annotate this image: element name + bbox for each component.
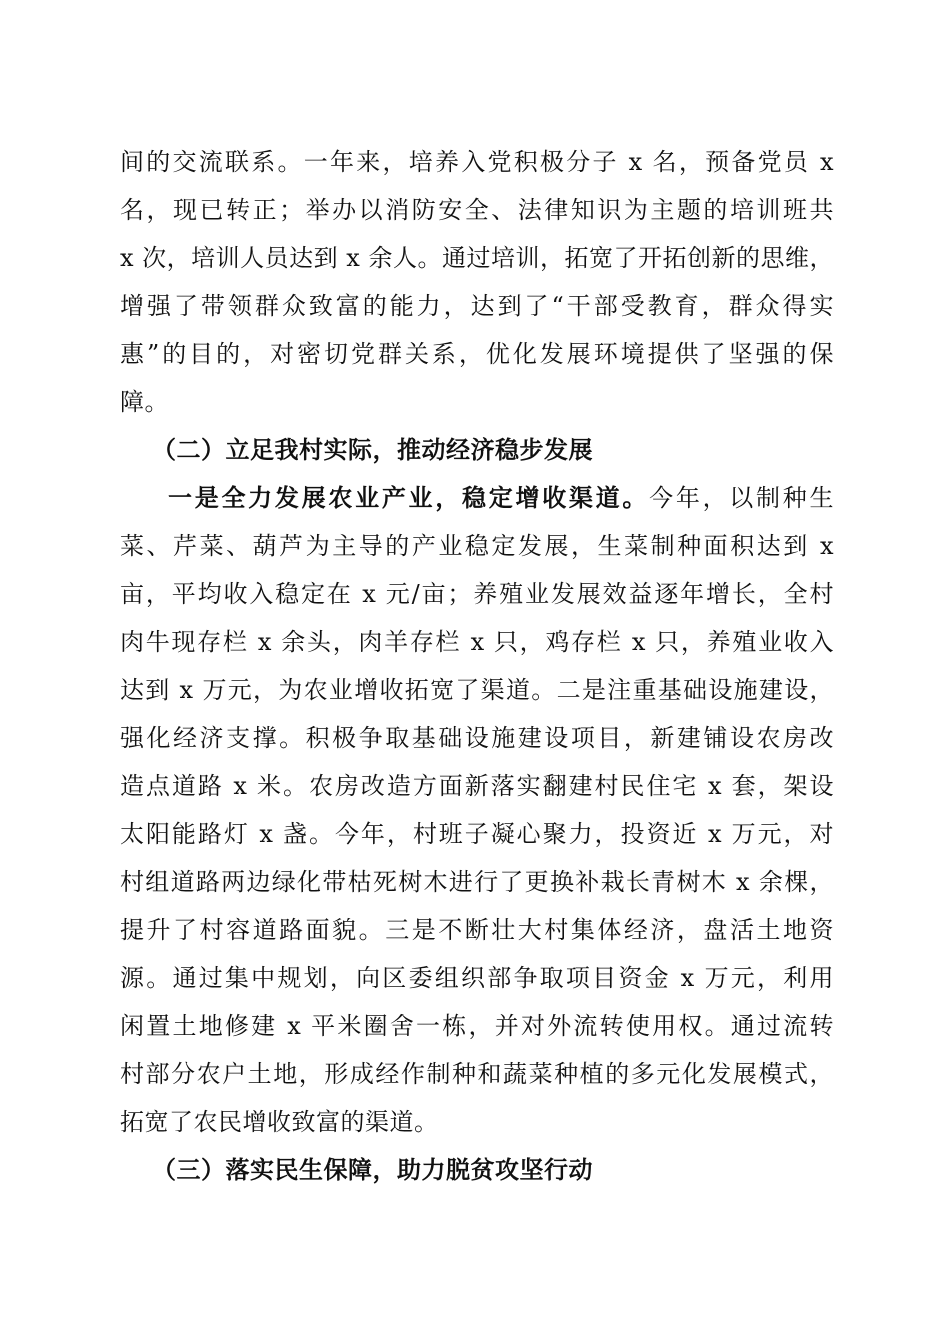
paragraph-line: 拓宽了农民增收致富的渠道。 <box>120 1108 439 1136</box>
paragraph-line: 提升了村容道路面貌。三是不断壮大村集体经济，盘活土地资 <box>120 916 834 944</box>
paragraph-line: x 次，培训人员达到 x 余人。通过培训，拓宽了开拓创新的思维， <box>120 244 834 272</box>
paragraph-line: 名，现已转正；举办以消防安全、法律知识为主题的培训班共 <box>120 196 834 224</box>
paragraph-line: 菜、芹菜、葫芦为主导的产业稳定发展，生菜制种面积达到 x <box>120 532 834 560</box>
paragraph-line: 增强了带领群众致富的能力，达到了“干部受教育，群众得实 <box>120 292 834 320</box>
paragraph-line: 强化经济支撑。积极争取基础设施建设项目，新建铺设农房改 <box>120 724 834 752</box>
paragraph-line: 村部分农户土地，形成经作制种和蔬菜种植的多元化发展模式， <box>120 1060 834 1088</box>
paragraph-first-line <box>168 478 834 518</box>
section-heading: （三）落实民生保障，助力脱贫攻坚行动 <box>152 1155 593 1184</box>
paragraph-line: 达到 x 万元，为农业增收拓宽了渠道。二是注重基础设施建设， <box>120 676 834 704</box>
paragraph-line: 间的交流联系。一年来，培养入党积极分子 x 名，预备党员 x <box>120 148 834 176</box>
paragraph-first-rest: 今年，以制种生 <box>649 484 834 512</box>
paragraph-line: 惠”的目的，对密切党群关系，优化发展环境提供了坚强的保 <box>120 340 834 368</box>
paragraph-line: 源。通过集中规划，向区委组织部争取项目资金 x 万元，利用 <box>120 964 834 992</box>
paragraph-lead: 一是全力发展农业产业，稳定增收渠道。 <box>168 483 650 512</box>
paragraph-line: 肉牛现存栏 x 余头，肉羊存栏 x 只，鸡存栏 x 只，养殖业收入 <box>120 628 834 656</box>
paragraph-line: 闲置土地修建 x 平米圈舍一栋，并对外流转使用权。通过流转 <box>120 1012 834 1040</box>
paragraph-line: 太阳能路灯 x 盏。今年，村班子凝心聚力，投资近 x 万元，对 <box>120 820 834 848</box>
paragraph-line: 村组道路两边绿化带枯死树木进行了更换补栽长青树木 x 余棵， <box>120 868 834 896</box>
section-heading: （二）立足我村实际，推动经济稳步发展 <box>152 435 593 464</box>
paragraph-line: 亩，平均收入稳定在 x 元/亩；养殖业发展效益逐年增长，全村 <box>120 580 834 608</box>
paragraph-line: 造点道路 x 米。农房改造方面新落实翻建村民住宅 x 套，架设 <box>120 772 834 800</box>
paragraph-line: 障。 <box>120 388 169 416</box>
